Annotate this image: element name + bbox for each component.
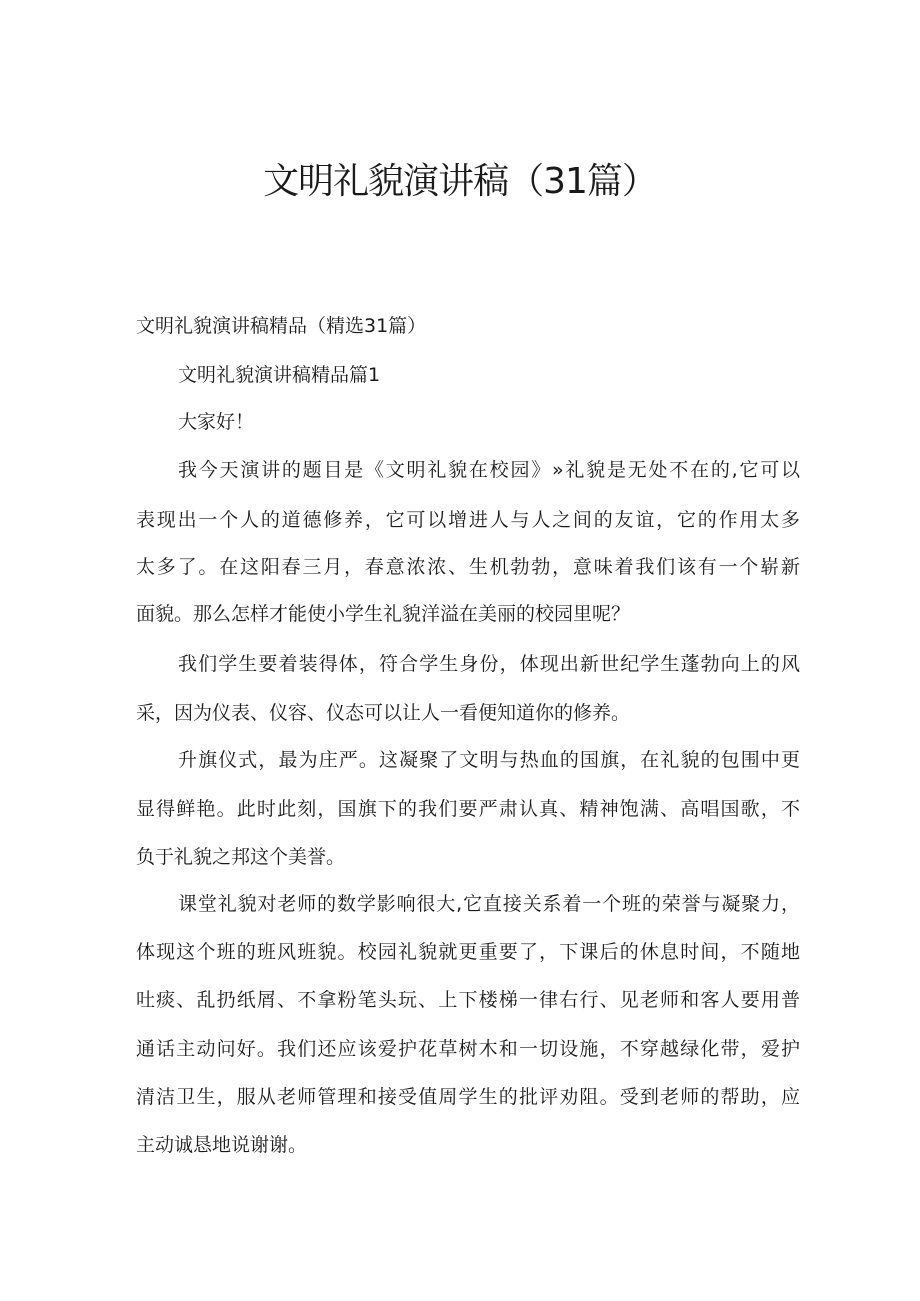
paragraph-2-line-1: 我们学生要着装得体，符合学生身份，体现出新世纪学生蓬勃向上的风 xyxy=(178,653,800,675)
paragraph-4-line-4: 通话主动问好。我们还应该爱护花草树木和一切设施，不穿越绿化带，爱护 xyxy=(136,1038,800,1060)
section-heading: 文明礼貌演讲稿精品篇1 xyxy=(178,364,381,386)
paragraph-4-line-3: 吐痰、乱扔纸屑、不拿粉笔头玩、上下楼梯一律右行、见老师和客人要用普 xyxy=(136,989,800,1011)
paragraph-1-line-3: 太多了。在这阳春三月，春意浓浓、生机勃勃，意味着我们该有一个崭新 xyxy=(136,556,800,578)
paragraph-3-line-1: 升旗仪式，最为庄严。这凝聚了文明与热血的国旗，在礼貌的包围中更 xyxy=(178,749,800,771)
paragraph-1-line-2: 表现出一个人的道德修养，它可以增进人与人之间的友谊，它的作用太多 xyxy=(136,509,800,531)
paragraph-1-line-4: 面貌。那么怎样才能使小学生礼貌洋溢在美丽的校园里呢？ xyxy=(136,603,631,625)
paragraph-2-line-2: 采，因为仪表、仪容、仪态可以让人一看便知道你的修养。 xyxy=(136,702,631,724)
paragraph-1-line-1: 我今天演讲的题目是《文明礼貌在校园》»礼貌是无处不在的,它可以 xyxy=(178,459,800,481)
paragraph-4-line-2: 体现这个班的班风班貌。校园礼貌就更重要了，下课后的休息时间，不随地 xyxy=(136,941,800,963)
paragraph-4-line-1: 课堂礼貌对老师的数学影响很大,它直接关系着一个班的荣誉与凝聚力， xyxy=(178,893,800,915)
paragraph-4-line-5: 清洁卫生，服从老师管理和接受值周学生的批评劝阻。受到老师的帮助，应 xyxy=(136,1086,800,1108)
paragraph-4-line-6: 主动诚恳地说谢谢。 xyxy=(136,1134,308,1156)
paragraph-3-line-3: 负于礼貌之邦这个美誉。 xyxy=(136,846,346,868)
document-subtitle: 文明礼貌演讲稿精品（精选31篇） xyxy=(136,315,427,337)
greeting-line: 大家好！ xyxy=(178,411,255,433)
paragraph-3-line-2: 显得鲜艳。此时此刻，国旗下的我们要严肃认真、精神饱满、高唱国歌，不 xyxy=(136,798,800,820)
document-title: 文明礼貌演讲稿（31篇） xyxy=(263,161,657,202)
